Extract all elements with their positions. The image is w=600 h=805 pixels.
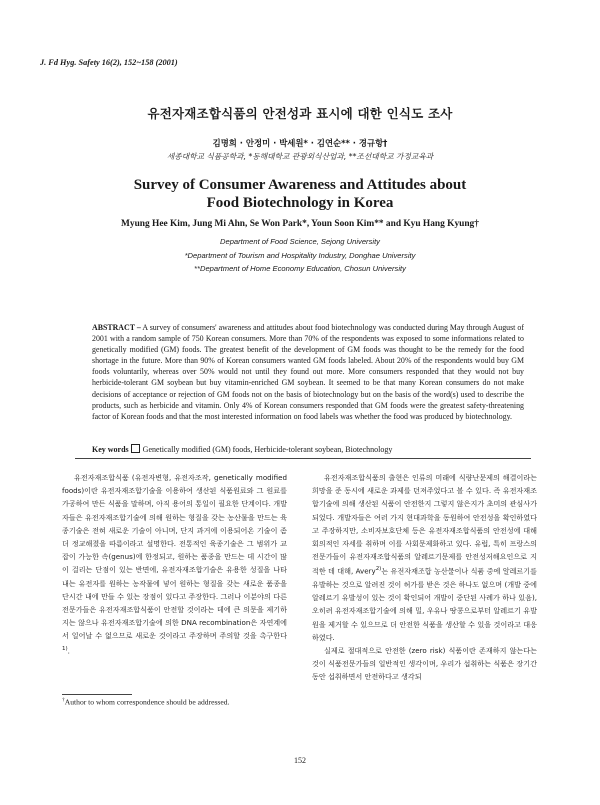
- body-paragraph: [312, 644, 537, 684]
- korean-authors: 김명희 · 안정미 · 박세원* · 김연순** · 경규항†: [212, 138, 388, 148]
- english-title: [0, 176, 600, 212]
- section-divider: [75, 458, 531, 459]
- body-paragraph: [312, 471, 537, 644]
- keywords: [92, 444, 524, 454]
- footnote-divider: [62, 694, 132, 695]
- english-title-line1: Survey of Consumer Awareness and Attitudes about: [133, 177, 467, 193]
- body-column-right: [312, 471, 537, 684]
- english-affiliation-2: *Department of Tourism and Hospitality Industry, Donghae University: [184, 251, 416, 260]
- citation-ref: 2): [375, 566, 382, 573]
- english-affiliation-1: Department of Food Science, Sejong University: [220, 237, 380, 246]
- body-text-cont: 는 유전자재조합 농산물이나 식품 중에 알레르기를 유발하는 것으로 알려진 것이 허가를 받은 것은 하나도 없으며 (개발 중에 알레르기 유발성이 있는 것이 확인되어 개발이 중단된 사례가 하나 있음), 오히려 유전자재조합기술에 의해 밀, 우유나 땅콩으로부터 알레르기 유발원을 제거할 수 있으므로 더 안전한 식품을 생산할 수 있을 것이라고 대응하였다.: [312, 566, 537, 642]
- body-text: 유전자재조합식품의 출현은 인류의 미래에 식량난문제의 해결이라는 희망을 준 동시에 새로운 과제를 던져주었다고 볼 수 있다. 즉 유전자재조합기술에 의해 생산된 식품이 안전한지 그렇지 않은지가 초미의 관심사가 되었다. 개발자들은 여러 가지 현대과학을 동원하여 안전성을 확인하였다고 주장하지만, 소비자보호단체 등은 유전자재조합식품의 안전성에 대해 회의적인 자세를 취하며 이를 사회문제화하고 있다. 유럽, 특히 프랑스의 전문가들이 유전자재조합식품의 알레르기문제를 안전성저해요인으로 지적한 데 대해, Avery: [312, 473, 537, 576]
- korean-title: 유전자재조합식품의 안전성과 표시에 대한 인식도 조사: [147, 106, 453, 121]
- footnote-marker: †: [62, 697, 65, 703]
- footnote-text: Author to whom correspondence should be addressed.: [64, 697, 230, 707]
- checkbox-square-icon: [131, 444, 140, 453]
- english-affiliation-3: **Department of Home Economy Education, Chosun University: [194, 264, 406, 273]
- english-authors: Myung Hee Kim, Jung Mi Ahn, Se Won Park*, Youn Soon Kim** and Kyu Hang Kyung†: [121, 219, 479, 229]
- body-text: 유전자재조합식품 (유전자변형, 유전자조작, genetically modified foods)이란 유전자재조합기술을 이용하여 생산된 식품원료와 그 원료를 가공하여 만든 식품을 말하며, 아직 용어의 통일이 필요한 단계이다. 개발자들은 유전자재조합기술에 의해 원하는 형질을 갖는 농산물을 만드는 육종기술은 전혀 새로운 기술이 아니며, 단지 과거에 이용되어온 기술이 좀 더 정교해졌을 따름이라고 설명한다. 전통적인 육종기술은 그 범위가 교잡이 가능한 속(genus)에 한정되고, 원하는 품종을 만드는 데 시간이 많이 걸리는 단점이 있는 반면에, 유전자재조합기술은 유용한 성질을 나타내는 유전자를 원하는 농작물에 넣어 원하는 형질을 갖는 새로운 품종을 단시간 내에 만들 수 있는 장점이 있다고 주장한다. 그러나 이분야의 다른 전문가들은 유전자재조합식품이 안전할 것이라는 데에 큰 의문을 제기하지는 않으나 유전자재조합기술에 의한 DNA recombination은 자연계에서 일어날 수 없으므로 새로운 것이라고 주장하며 주의할 것을 촉구한다: [62, 473, 287, 641]
- journal-citation: J. Fd Hyg. Safety 16(2), 152~158 (2001): [40, 58, 178, 67]
- abstract-text: A survey of consumers' awareness and attitudes about food biotechnology was conducted during May through August of 2001 with a random sample of 750 Korean consumers. More than 70% of the respondents was exposed to some informations related to genetically modified (GM) foods. The greatest benefit of the development of GM foods was thought to be the remedy for the food shortage in the future. More than 90% of Korean consumers wanted GM foods labeled. About 20% of the respondents would buy GM foods voluntarily, whereas over 50% would not until they found out more. More consumers responded that they would not buy herbicide-tolerant GM soybean but buy vitamin-enriched GM soybean. It seemed to be that many Korean consumers do not make decisions of acceptance or rejection of GM foods not on the basis of biotechnology but on the basis of the word(s) used to describe the products, such as herbicide and vitamin. Only 4% of Korean consumers responded that GM foods were the greatest safety-threatening factor of Korean foods and that the most interested information on food labels was whether the food was produced by biotechnology.: [92, 323, 524, 421]
- body-paragraph: [62, 471, 287, 657]
- abstract-label: ABSTRACT –: [92, 323, 141, 332]
- abstract: [92, 322, 524, 422]
- korean-affiliations: 세종대학교 식품공학과, *동해대학교 관광외식산업과, **조선대학교 가정교육과: [166, 152, 434, 161]
- keywords-label: Key words: [92, 445, 129, 454]
- keywords-text: Genetically modified (GM) foods, Herbicide-tolerant soybean, Biotechnology: [142, 445, 393, 454]
- body-text: 실제로 절대적으로 안전한 (zero risk) 식품이란 존재하지 않는다는 것이 식품전문가들의 일반적인 생각이며, 우리가 섭취하는 식품은 장기간동안 섭취하면서 안전하다고 생각되: [312, 646, 537, 682]
- english-title-line2: Food Biotechnology in Korea: [206, 195, 394, 211]
- body-column-left: [62, 471, 287, 657]
- footnote: [62, 697, 229, 707]
- page-number: 152: [294, 756, 306, 765]
- body-text-end: .: [67, 646, 70, 655]
- citation-ref: 1): [62, 645, 68, 652]
